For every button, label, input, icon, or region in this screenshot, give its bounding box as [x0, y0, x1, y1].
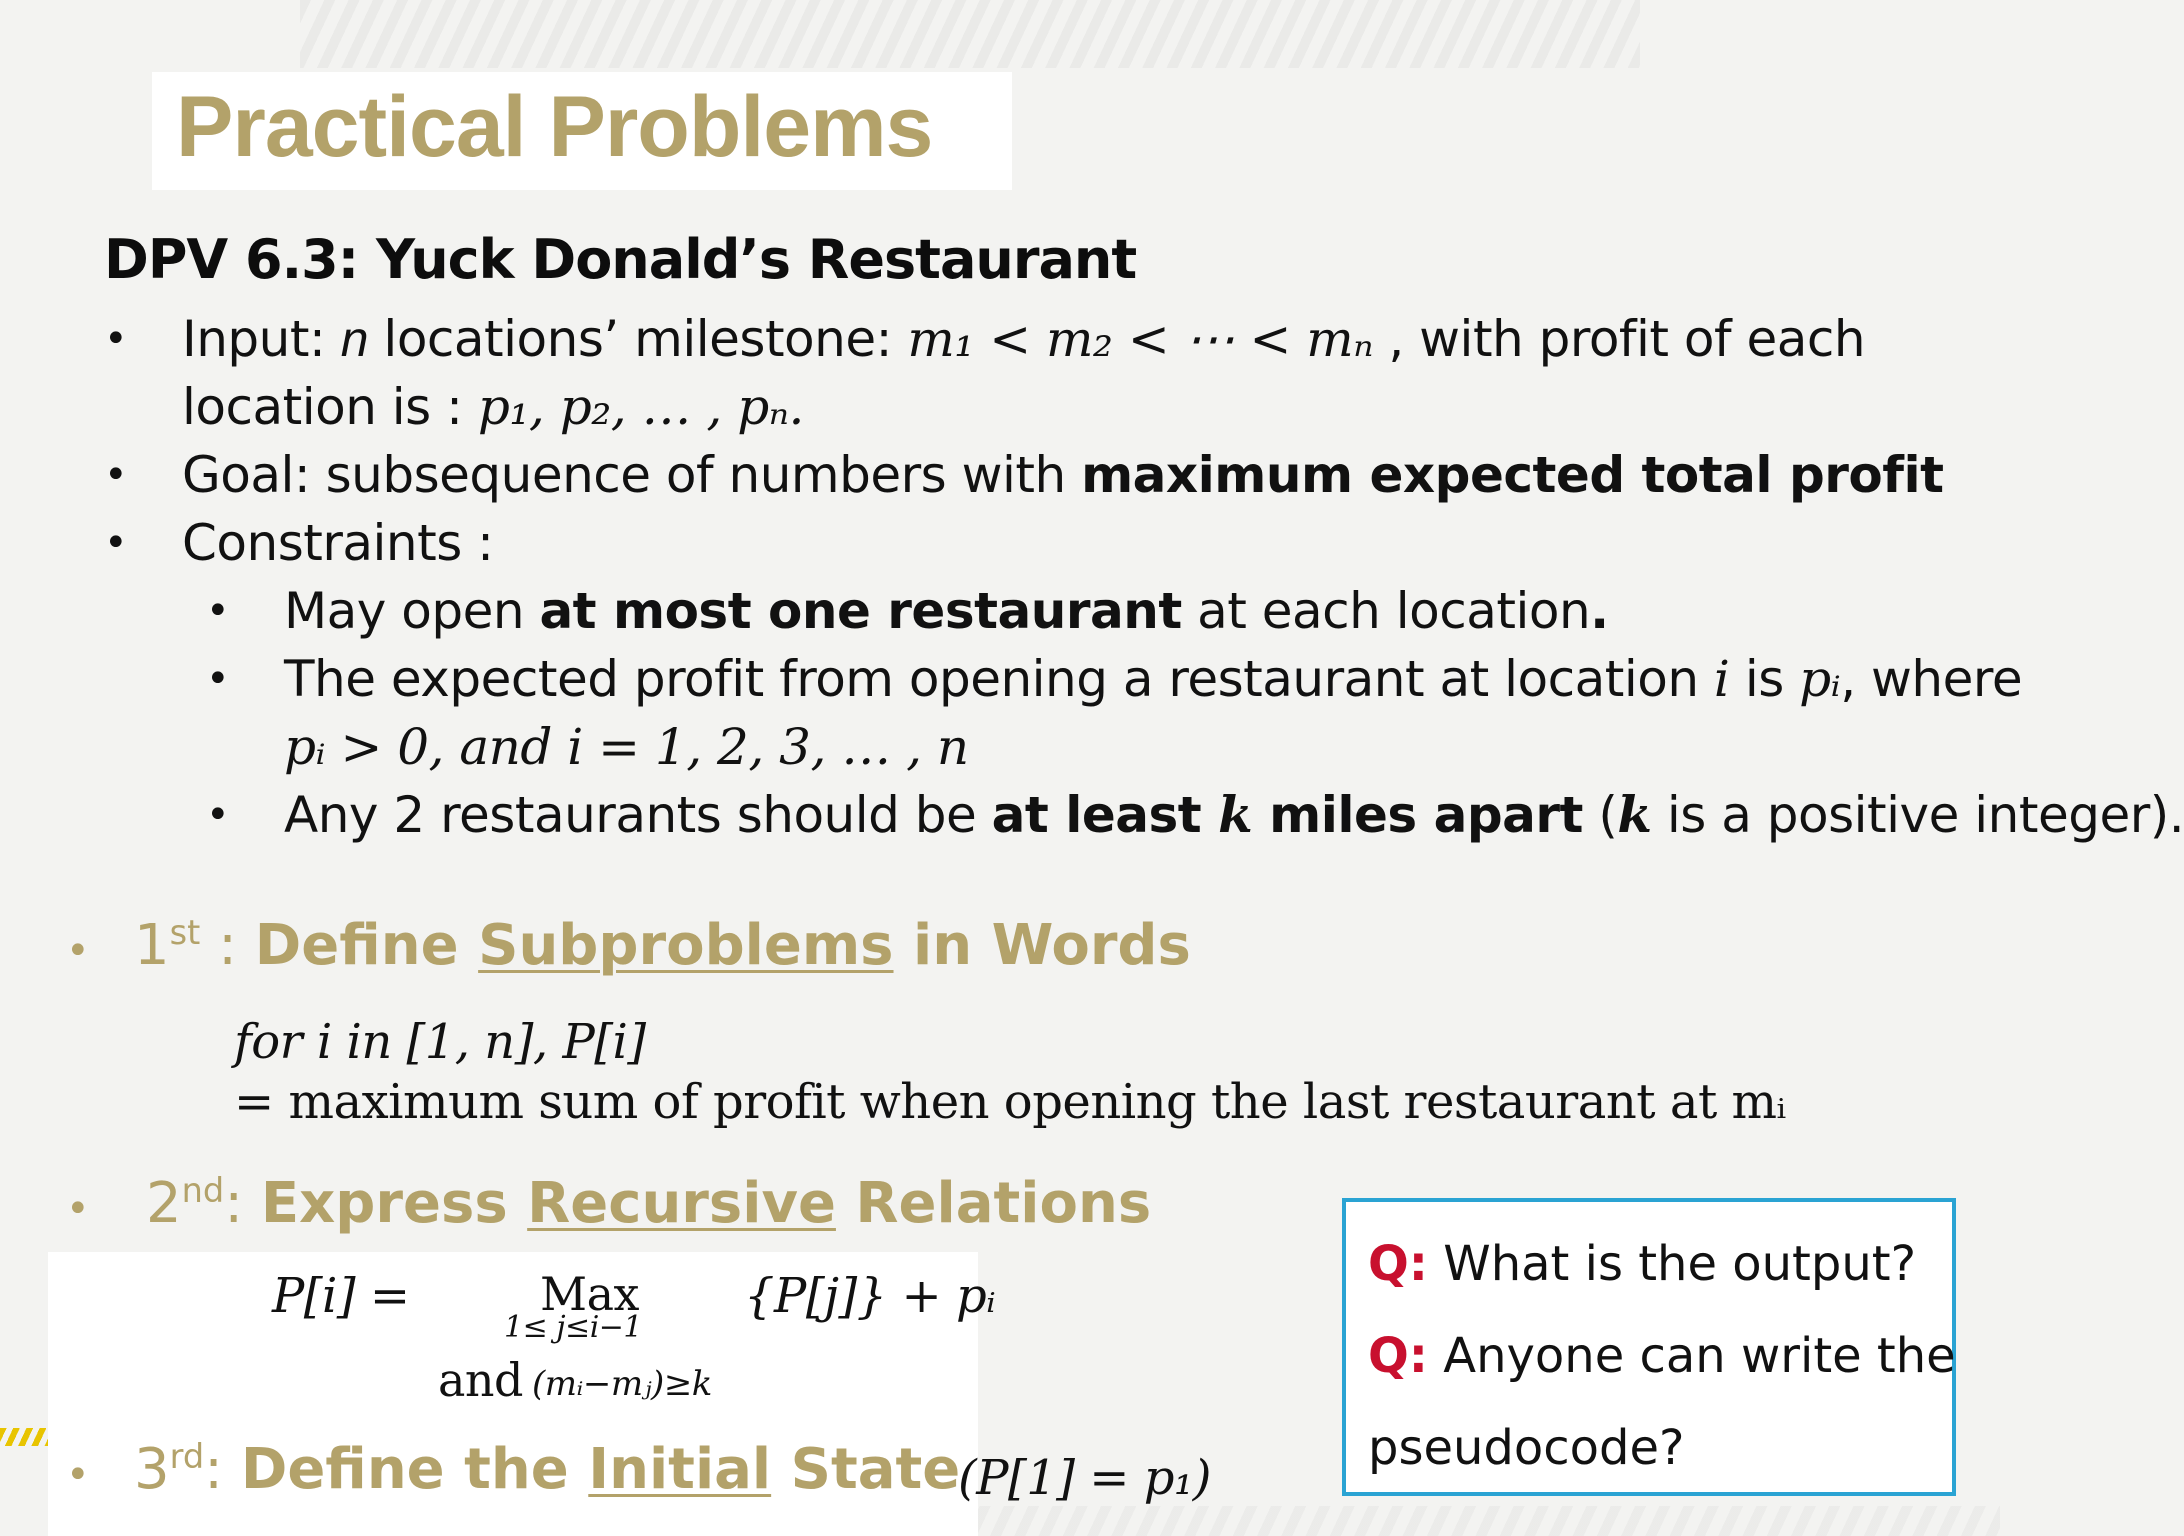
sub-bullet-dot: •	[206, 656, 230, 702]
c1-pre: May open	[284, 582, 540, 640]
step-2-a: Express	[260, 1171, 528, 1236]
recurrence-range: 1≤ j≤i−1	[504, 1310, 643, 1345]
step-1-number: 1st	[134, 912, 201, 978]
input-line2-math: p₁, p₂, … , pₙ.	[477, 378, 804, 436]
constraint-3	[284, 781, 2184, 849]
sub-bullet-dot: •	[206, 792, 230, 838]
c1-bold: at most one restaurant	[539, 582, 1182, 640]
input-math: m₁ < m₂ < ⋯ < mₙ	[907, 310, 1373, 368]
goal-bold: maximum expected total profit	[1081, 446, 1944, 504]
step-3-number: 3rd	[134, 1436, 205, 1502]
constraint-1	[284, 577, 1609, 645]
c2-pi: pᵢ	[1799, 650, 1841, 708]
input-label: Input:	[182, 310, 341, 368]
c3-open: (	[1582, 786, 1618, 844]
c2-mid: is	[1729, 650, 1800, 708]
c2-pre: The expected profit from opening a restaurant at location	[284, 650, 1714, 708]
bullet-dot: •	[104, 316, 128, 362]
slide-title: Practical Problems	[176, 79, 933, 175]
step-2-sep: :	[224, 1171, 261, 1236]
recurrence-max: Max	[540, 1267, 639, 1321]
problem-title: DPV 6.3: Yuck Donald’s Restaurant	[104, 228, 1137, 291]
initial-state-formula: (P[1] = p₁)	[958, 1450, 1211, 1506]
input-line-2	[182, 373, 804, 441]
c3-post: is a positive integer).	[1651, 786, 2184, 844]
question-2-continued: pseudocode?	[1368, 1420, 1685, 1476]
input-line	[182, 305, 1865, 373]
constraint-2-formula: pᵢ > 0, and i = 1, 2, 3, … , n	[284, 718, 969, 776]
step-2-underlined: Recursive	[527, 1171, 836, 1236]
c3-k: k	[1218, 785, 1253, 844]
c1-post: at each location	[1181, 582, 1591, 640]
recurrence-rhs: {P[j]} + pᵢ	[744, 1268, 996, 1324]
step-2-b: Relations	[835, 1171, 1152, 1236]
step-1-a: Define	[254, 913, 479, 978]
question-box	[1342, 1198, 1956, 1496]
question-2-text: Anyone can write the	[1428, 1328, 1956, 1384]
recurrence-and: and	[438, 1353, 523, 1407]
constraint-2	[284, 645, 2022, 713]
step-3-underlined: Initial	[588, 1437, 772, 1502]
step-bullet-dot: •	[66, 928, 90, 974]
step-2-number: 2nd	[146, 1170, 225, 1236]
recurrence-lhs: P[i] =	[272, 1268, 410, 1324]
input-text: locations’ milestone:	[368, 310, 908, 368]
recurrence-condition: (mᵢ−mⱼ)≥k	[532, 1364, 712, 1404]
header-stripes	[300, 0, 1640, 68]
step-3-a: Define the	[240, 1437, 589, 1502]
step-3-b: State	[771, 1437, 961, 1502]
constraints-label: Constraints :	[182, 514, 494, 572]
step-2-heading	[146, 1168, 1151, 1240]
step-1-sep: :	[200, 913, 255, 978]
input-tail: , with profit of each	[1372, 310, 1866, 368]
step-3-sep: :	[204, 1437, 241, 1502]
input-n: n	[340, 311, 369, 367]
bullet-dot: •	[104, 452, 128, 498]
c3-pre: Any 2 restaurants should be	[284, 786, 992, 844]
step-1-b: in Words	[893, 913, 1191, 978]
step-3-heading	[134, 1434, 960, 1506]
c3-k2: k	[1617, 785, 1652, 844]
input-line2-text: location is :	[182, 378, 478, 436]
question-1	[1368, 1236, 1916, 1292]
sub-bullet-dot: •	[206, 588, 230, 634]
c2-post: , where	[1840, 650, 2023, 708]
decorative-slash	[0, 1428, 48, 1446]
c1-dot: .	[1590, 582, 1609, 640]
step-bullet-dot: •	[66, 1452, 90, 1498]
question-label: Q:	[1368, 1328, 1428, 1384]
step-1-formula-line-2: = maximum sum of profit when opening the last restaurant at mᵢ	[234, 1074, 1786, 1130]
question-label: Q:	[1368, 1236, 1428, 1292]
goal-line	[182, 441, 1944, 509]
step-1-formula-line-1: for i in [1, n], P[i]	[234, 1014, 646, 1070]
step-1-underlined: Subproblems	[478, 913, 894, 978]
step-bullet-dot: •	[66, 1186, 90, 1232]
question-2	[1368, 1328, 1956, 1384]
question-1-text: What is the output?	[1428, 1236, 1917, 1292]
step-1-heading	[134, 910, 1191, 982]
c3-bold2: miles apart	[1252, 786, 1583, 844]
bullet-dot: •	[104, 520, 128, 566]
goal-text: Goal: subsequence of numbers with	[182, 446, 1082, 504]
c3-bold: at least	[991, 786, 1219, 844]
c2-i: i	[1713, 650, 1730, 708]
